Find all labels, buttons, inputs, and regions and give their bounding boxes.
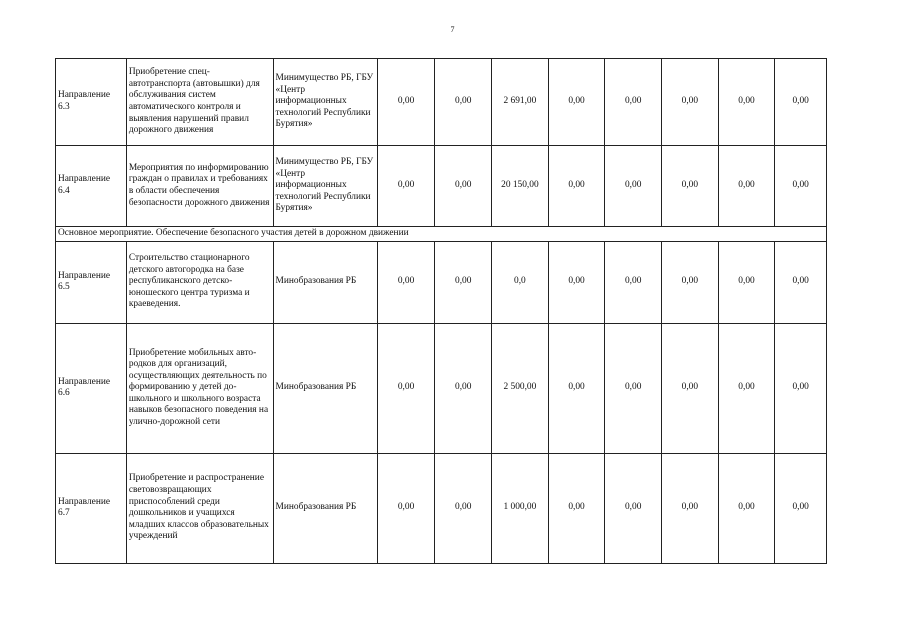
direction-cell: Направление 6.6 [56, 323, 127, 453]
value-cell: 0,00 [377, 59, 435, 146]
value-cell: 0,00 [377, 323, 435, 453]
table-row [56, 59, 827, 146]
value-cell: 0,00 [775, 241, 827, 323]
value-cell: 0,00 [718, 453, 775, 563]
value-cell: 0,00 [548, 323, 605, 453]
value-cell: 0,00 [662, 453, 719, 563]
table-row [56, 453, 827, 563]
value-cell: 0,00 [662, 323, 719, 453]
value-cell: 0,00 [435, 146, 492, 227]
measure-name-cell: Приобретение мобильных авто-родков для организаций, осуществляющих деятельность по формированию у детей до-школьного и школьного возраста навыков безопасного поведения на улично-дорожной сети [126, 323, 273, 453]
value-cell: 2 500,00 [492, 323, 549, 453]
value-cell: 0,00 [775, 323, 827, 453]
value-cell: 0,00 [775, 146, 827, 227]
value-cell: 0,00 [605, 241, 662, 323]
value-cell: 0,00 [548, 241, 605, 323]
page-number: 7 [450, 25, 455, 34]
direction-cell: Направление 6.7 [56, 453, 127, 563]
direction-cell: Направление 6.5 [56, 241, 127, 323]
value-cell: 0,00 [377, 146, 435, 227]
direction-cell: Направление 6.3 [56, 59, 127, 146]
value-cell: 0,00 [605, 146, 662, 227]
value-cell: 0,00 [718, 59, 775, 146]
value-cell: 0,00 [662, 146, 719, 227]
value-cell: 0,00 [435, 453, 492, 563]
section-row [56, 227, 827, 242]
value-cell: 0,00 [548, 146, 605, 227]
value-cell: 0,00 [662, 59, 719, 146]
executor-cell: Минобразования РБ [273, 241, 377, 323]
measure-name-cell: Приобретение и распространение световозвращающих приспособлений среди дошкольников и учащихся младших классов образовательных учреждений [126, 453, 273, 563]
value-cell: 0,00 [548, 453, 605, 563]
value-cell: 0,00 [718, 241, 775, 323]
value-cell: 0,00 [435, 323, 492, 453]
value-cell: 0,00 [605, 59, 662, 146]
table-row [56, 323, 827, 453]
value-cell: 2 691,00 [492, 59, 549, 146]
value-cell: 0,0 [492, 241, 549, 323]
section-title: Основное мероприятие. Обеспечение безопасного участия детей в дорожном движении [56, 227, 827, 242]
value-cell: 0,00 [435, 59, 492, 146]
measure-name-cell: Мероприятия по информированию граждан о правилах и требованиях в области обеспечения безопасности дорожного движения [126, 146, 273, 227]
program-table [55, 58, 827, 564]
table-row [56, 146, 827, 227]
value-cell: 0,00 [775, 453, 827, 563]
value-cell: 0,00 [718, 323, 775, 453]
executor-cell: Минобразования РБ [273, 323, 377, 453]
value-cell: 0,00 [377, 453, 435, 563]
executor-cell: Минимущество РБ, ГБУ «Центр информационных технологий Республики Бурятия» [273, 146, 377, 227]
value-cell: 1 000,00 [492, 453, 549, 563]
table-row [56, 241, 827, 323]
value-cell: 0,00 [662, 241, 719, 323]
value-cell: 0,00 [605, 323, 662, 453]
direction-cell: Направление 6.4 [56, 146, 127, 227]
value-cell: 0,00 [435, 241, 492, 323]
measure-name-cell: Приобретение спец-автотранспорта (автовышки) для обслуживания систем автоматического контроля и выявления нарушений правил дорожного движения [126, 59, 273, 146]
value-cell: 0,00 [605, 453, 662, 563]
executor-cell: Минобразования РБ [273, 453, 377, 563]
measure-name-cell: Строительство стационарного детского автогородка на базе республиканского детско-юношеского центра туризма и краеведения. [126, 241, 273, 323]
executor-cell: Минимущество РБ, ГБУ «Центр информационных технологий Республики Бурятия» [273, 59, 377, 146]
value-cell: 0,00 [548, 59, 605, 146]
value-cell: 0,00 [775, 59, 827, 146]
value-cell: 0,00 [718, 146, 775, 227]
value-cell: 0,00 [377, 241, 435, 323]
value-cell: 20 150,00 [492, 146, 549, 227]
